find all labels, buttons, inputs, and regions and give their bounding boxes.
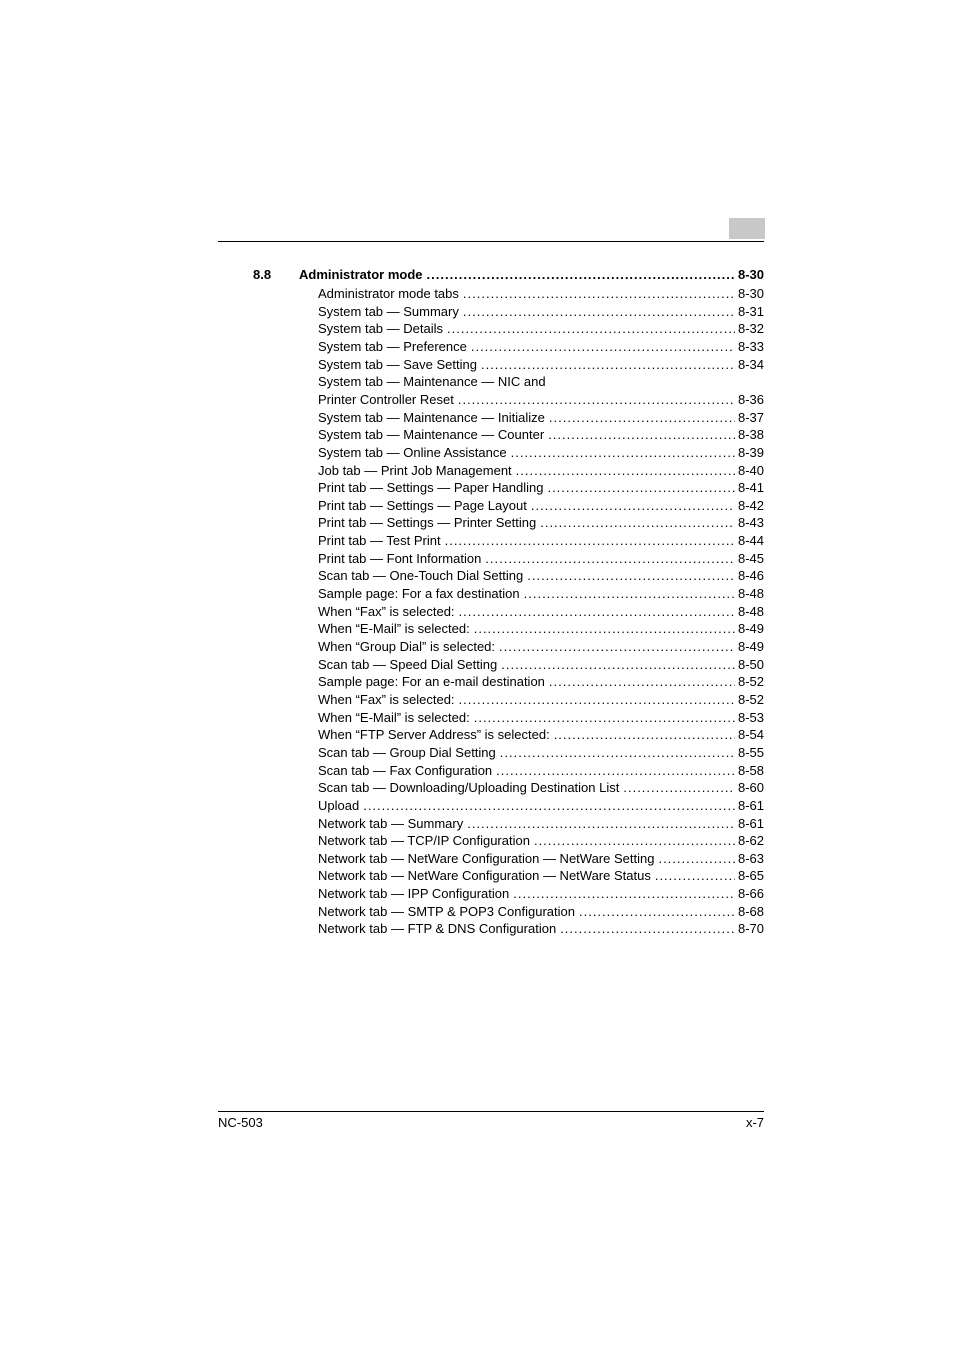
dot-leader — [527, 567, 735, 585]
toc-entry-label: Print tab — Settings — Page Layout — [318, 497, 527, 513]
toc-entry-label: When “Fax” is selected: — [318, 691, 455, 707]
toc-section-heading[interactable] — [253, 266, 764, 284]
toc-entry[interactable] — [318, 726, 764, 744]
toc-entry[interactable] — [318, 532, 764, 550]
dot-leader — [459, 603, 735, 621]
toc-entry-label: When “Group Dial” is selected: — [318, 639, 496, 654]
toc-entry-label: System tab — Maintenance — NIC and — [318, 374, 546, 390]
section-page: 8-30 — [737, 267, 764, 282]
toc-entry[interactable] — [318, 691, 764, 709]
toc-entry-page: 8-33 — [737, 338, 764, 354]
toc-entry-label: Network tab — IPP Configuration — [318, 886, 510, 902]
toc-entry-label: Administrator mode tabs — [318, 286, 459, 301]
toc-entry-label: Scan tab — Downloading/Uploading Destination List — [318, 780, 620, 796]
dot-leader — [458, 391, 735, 409]
toc-entry-page: 8-49 — [737, 621, 764, 637]
toc-entry-page: 8-68 — [737, 903, 764, 919]
dot-leader — [548, 426, 735, 444]
toc-entry-page: 8-70 — [737, 921, 764, 937]
toc-entry[interactable] — [318, 514, 764, 532]
toc-entry-page: 8-52 — [737, 674, 764, 690]
toc-entry-label: Scan tab — Group Dial Setting — [318, 744, 496, 760]
dot-leader — [623, 779, 735, 797]
dot-leader — [459, 691, 735, 709]
toc-entry[interactable] — [318, 620, 764, 638]
dot-leader — [655, 867, 735, 885]
toc-entry-label: System tab — Preference — [318, 338, 467, 354]
dot-leader — [513, 885, 735, 903]
dot-leader — [524, 585, 735, 603]
toc-entry-page: 8-32 — [737, 321, 764, 337]
toc-entry-label: System tab — Maintenance — Counter — [318, 427, 545, 443]
toc-entry[interactable] — [318, 867, 764, 885]
toc-entry[interactable] — [318, 797, 764, 815]
toc-entry-page: 8-61 — [737, 797, 764, 813]
dot-leader — [554, 726, 735, 744]
toc-entry-page: 8-55 — [737, 744, 764, 760]
toc-entry[interactable] — [318, 356, 764, 374]
dot-leader — [445, 532, 735, 550]
toc-entry-page: 8-45 — [737, 550, 764, 566]
toc-entry-label: Network tab — FTP & DNS Configuration — [318, 921, 557, 937]
toc-entry-page: 8-46 — [737, 568, 764, 584]
toc-entry-page: 8-66 — [737, 886, 764, 902]
dot-leader — [549, 409, 735, 427]
toc-entry-page: 8-40 — [737, 462, 764, 478]
dot-leader — [463, 285, 735, 303]
toc-entry-label: When “E-Mail” is selected: — [318, 709, 470, 725]
toc-entry[interactable] — [318, 815, 764, 833]
toc-entry-page: 8-54 — [737, 727, 764, 743]
dot-leader — [471, 338, 735, 356]
toc-entry-label: Sample page: For an e-mail destination — [318, 674, 545, 690]
toc-entry-label: When “FTP Server Address” is selected: — [318, 727, 550, 743]
toc-entry-page: 8-42 — [737, 497, 764, 513]
toc-entry-label: Scan tab — One-Touch Dial Setting — [318, 568, 524, 584]
toc-entry[interactable] — [318, 850, 764, 868]
header-rule — [218, 241, 764, 242]
dot-leader — [511, 444, 735, 462]
toc-entry-label: Job tab — Print Job Management — [318, 462, 512, 478]
toc-entry[interactable] — [318, 744, 764, 762]
toc-entry[interactable] — [318, 585, 764, 603]
toc-entry[interactable] — [318, 285, 764, 303]
toc-entry-page: 8-41 — [737, 480, 764, 496]
toc-entry-page: 8-39 — [737, 444, 764, 460]
toc-entry-page: 8-53 — [737, 709, 764, 725]
toc-entry[interactable] — [318, 832, 764, 850]
toc-entry-page: 8-48 — [737, 603, 764, 619]
dot-leader — [474, 620, 735, 638]
toc-entry[interactable] — [318, 338, 764, 356]
toc-entry[interactable] — [318, 444, 764, 462]
toc-entry[interactable] — [318, 320, 764, 338]
dot-leader — [363, 797, 735, 815]
dot-leader — [474, 709, 735, 727]
footer-model: NC-503 — [218, 1115, 263, 1130]
dot-leader — [516, 462, 735, 480]
toc-entry-page: 8-34 — [737, 356, 764, 372]
toc-entry-page: 8-30 — [737, 286, 764, 301]
toc-entry-page: 8-50 — [737, 656, 764, 672]
dot-leader — [540, 514, 735, 532]
toc-entry[interactable] — [318, 779, 764, 797]
toc-entry-page: 8-63 — [737, 850, 764, 866]
chapter-tab-marker — [729, 218, 765, 239]
dot-leader — [481, 356, 735, 374]
toc-entry-page: 8-52 — [737, 691, 764, 707]
toc-entry-page: 8-61 — [737, 815, 764, 831]
dot-leader — [447, 320, 735, 338]
toc-entry-label: System tab — Save Setting — [318, 356, 477, 372]
section-number: 8.8 — [253, 267, 272, 282]
dot-leader — [560, 920, 735, 938]
dot-leader — [467, 815, 735, 833]
dot-leader — [658, 850, 735, 868]
toc-entry[interactable] — [318, 426, 764, 444]
toc-entry[interactable] — [318, 303, 764, 321]
toc-entry-label: Upload — [318, 797, 360, 813]
dot-leader — [501, 656, 735, 674]
toc-entry-label: When “E-Mail” is selected: — [318, 621, 470, 637]
toc-entry-label: Network tab — Summary — [318, 815, 464, 831]
toc-entry[interactable] — [318, 885, 764, 903]
toc-entry[interactable] — [318, 567, 764, 585]
toc-entry-label: Scan tab — Speed Dial Setting — [318, 656, 498, 672]
toc-entry-label: When “Fax” is selected: — [318, 603, 455, 619]
toc-entry-label: Print tab — Settings — Paper Handling — [318, 480, 544, 496]
toc-entry[interactable] — [318, 550, 764, 568]
toc-entry-label: Print tab — Font Information — [318, 550, 482, 566]
toc-entry-page: 8-43 — [737, 515, 764, 531]
toc-entry-label: System tab — Online Assistance — [318, 444, 507, 460]
dot-leader — [485, 550, 735, 568]
toc-entry-page: 8-62 — [737, 833, 764, 849]
section-title: Administrator mode — [299, 267, 423, 282]
dot-leader — [463, 303, 735, 321]
toc-entry[interactable] — [318, 409, 764, 427]
toc-entry-label: Network tab — NetWare Configuration — NetWare Setting — [318, 850, 655, 866]
toc-entry[interactable] — [318, 603, 764, 621]
toc-entry[interactable] — [318, 638, 764, 656]
toc-entry-page: 8-36 — [737, 391, 764, 407]
toc-entry-label: System tab — Maintenance — Initialize — [318, 409, 545, 425]
toc-entry[interactable] — [318, 462, 764, 480]
toc-entry-label: Printer Controller Reset — [318, 391, 454, 407]
dot-leader — [549, 673, 735, 691]
toc-entry-label: Print tab — Settings — Printer Setting — [318, 515, 537, 531]
toc-entry[interactable] — [318, 373, 764, 391]
toc-entry-page: 8-60 — [737, 780, 764, 796]
toc-entry-label: System tab — Summary — [318, 303, 459, 319]
toc-entry-label: Network tab — NetWare Configuration — NetWare Status — [318, 868, 651, 884]
dot-leader — [547, 479, 735, 497]
toc-entry-page: 8-37 — [737, 409, 764, 425]
toc-entry[interactable] — [318, 391, 764, 409]
toc-entry-page: 8-31 — [737, 303, 764, 319]
toc-entry[interactable] — [318, 479, 764, 497]
toc-entry-page: 8-58 — [737, 762, 764, 778]
toc-entry-label: Scan tab — Fax Configuration — [318, 762, 493, 778]
dot-leader — [427, 266, 735, 284]
toc-entry-label: Print tab — Test Print — [318, 533, 441, 549]
footer-rule — [218, 1111, 764, 1112]
dot-leader — [499, 638, 735, 656]
toc-entry[interactable] — [318, 673, 764, 691]
toc-entry-page: 8-44 — [737, 533, 764, 549]
toc-entry-label: System tab — Details — [318, 321, 443, 337]
footer-page-number: x-7 — [745, 1115, 764, 1130]
toc-entry-label: Sample page: For a fax destination — [318, 586, 520, 602]
toc-entry-label: Network tab — SMTP & POP3 Configuration — [318, 903, 575, 919]
dot-leader — [531, 497, 735, 515]
dot-leader — [500, 744, 735, 762]
toc-entry[interactable] — [318, 709, 764, 727]
toc-entry-page: 8-65 — [737, 868, 764, 884]
toc-entry-page: 8-49 — [737, 639, 764, 654]
dot-leader — [579, 903, 735, 921]
toc-entry[interactable] — [318, 656, 764, 674]
toc-entry[interactable] — [318, 920, 764, 938]
toc-entry-label: Network tab — TCP/IP Configuration — [318, 833, 530, 849]
toc-entry-page: 8-38 — [737, 427, 764, 443]
dot-leader — [496, 762, 735, 780]
toc-entry-page: 8-48 — [737, 586, 764, 602]
toc-entry[interactable] — [318, 762, 764, 780]
dot-leader — [534, 832, 735, 850]
toc-entry[interactable] — [318, 903, 764, 921]
toc-entry[interactable] — [318, 497, 764, 515]
